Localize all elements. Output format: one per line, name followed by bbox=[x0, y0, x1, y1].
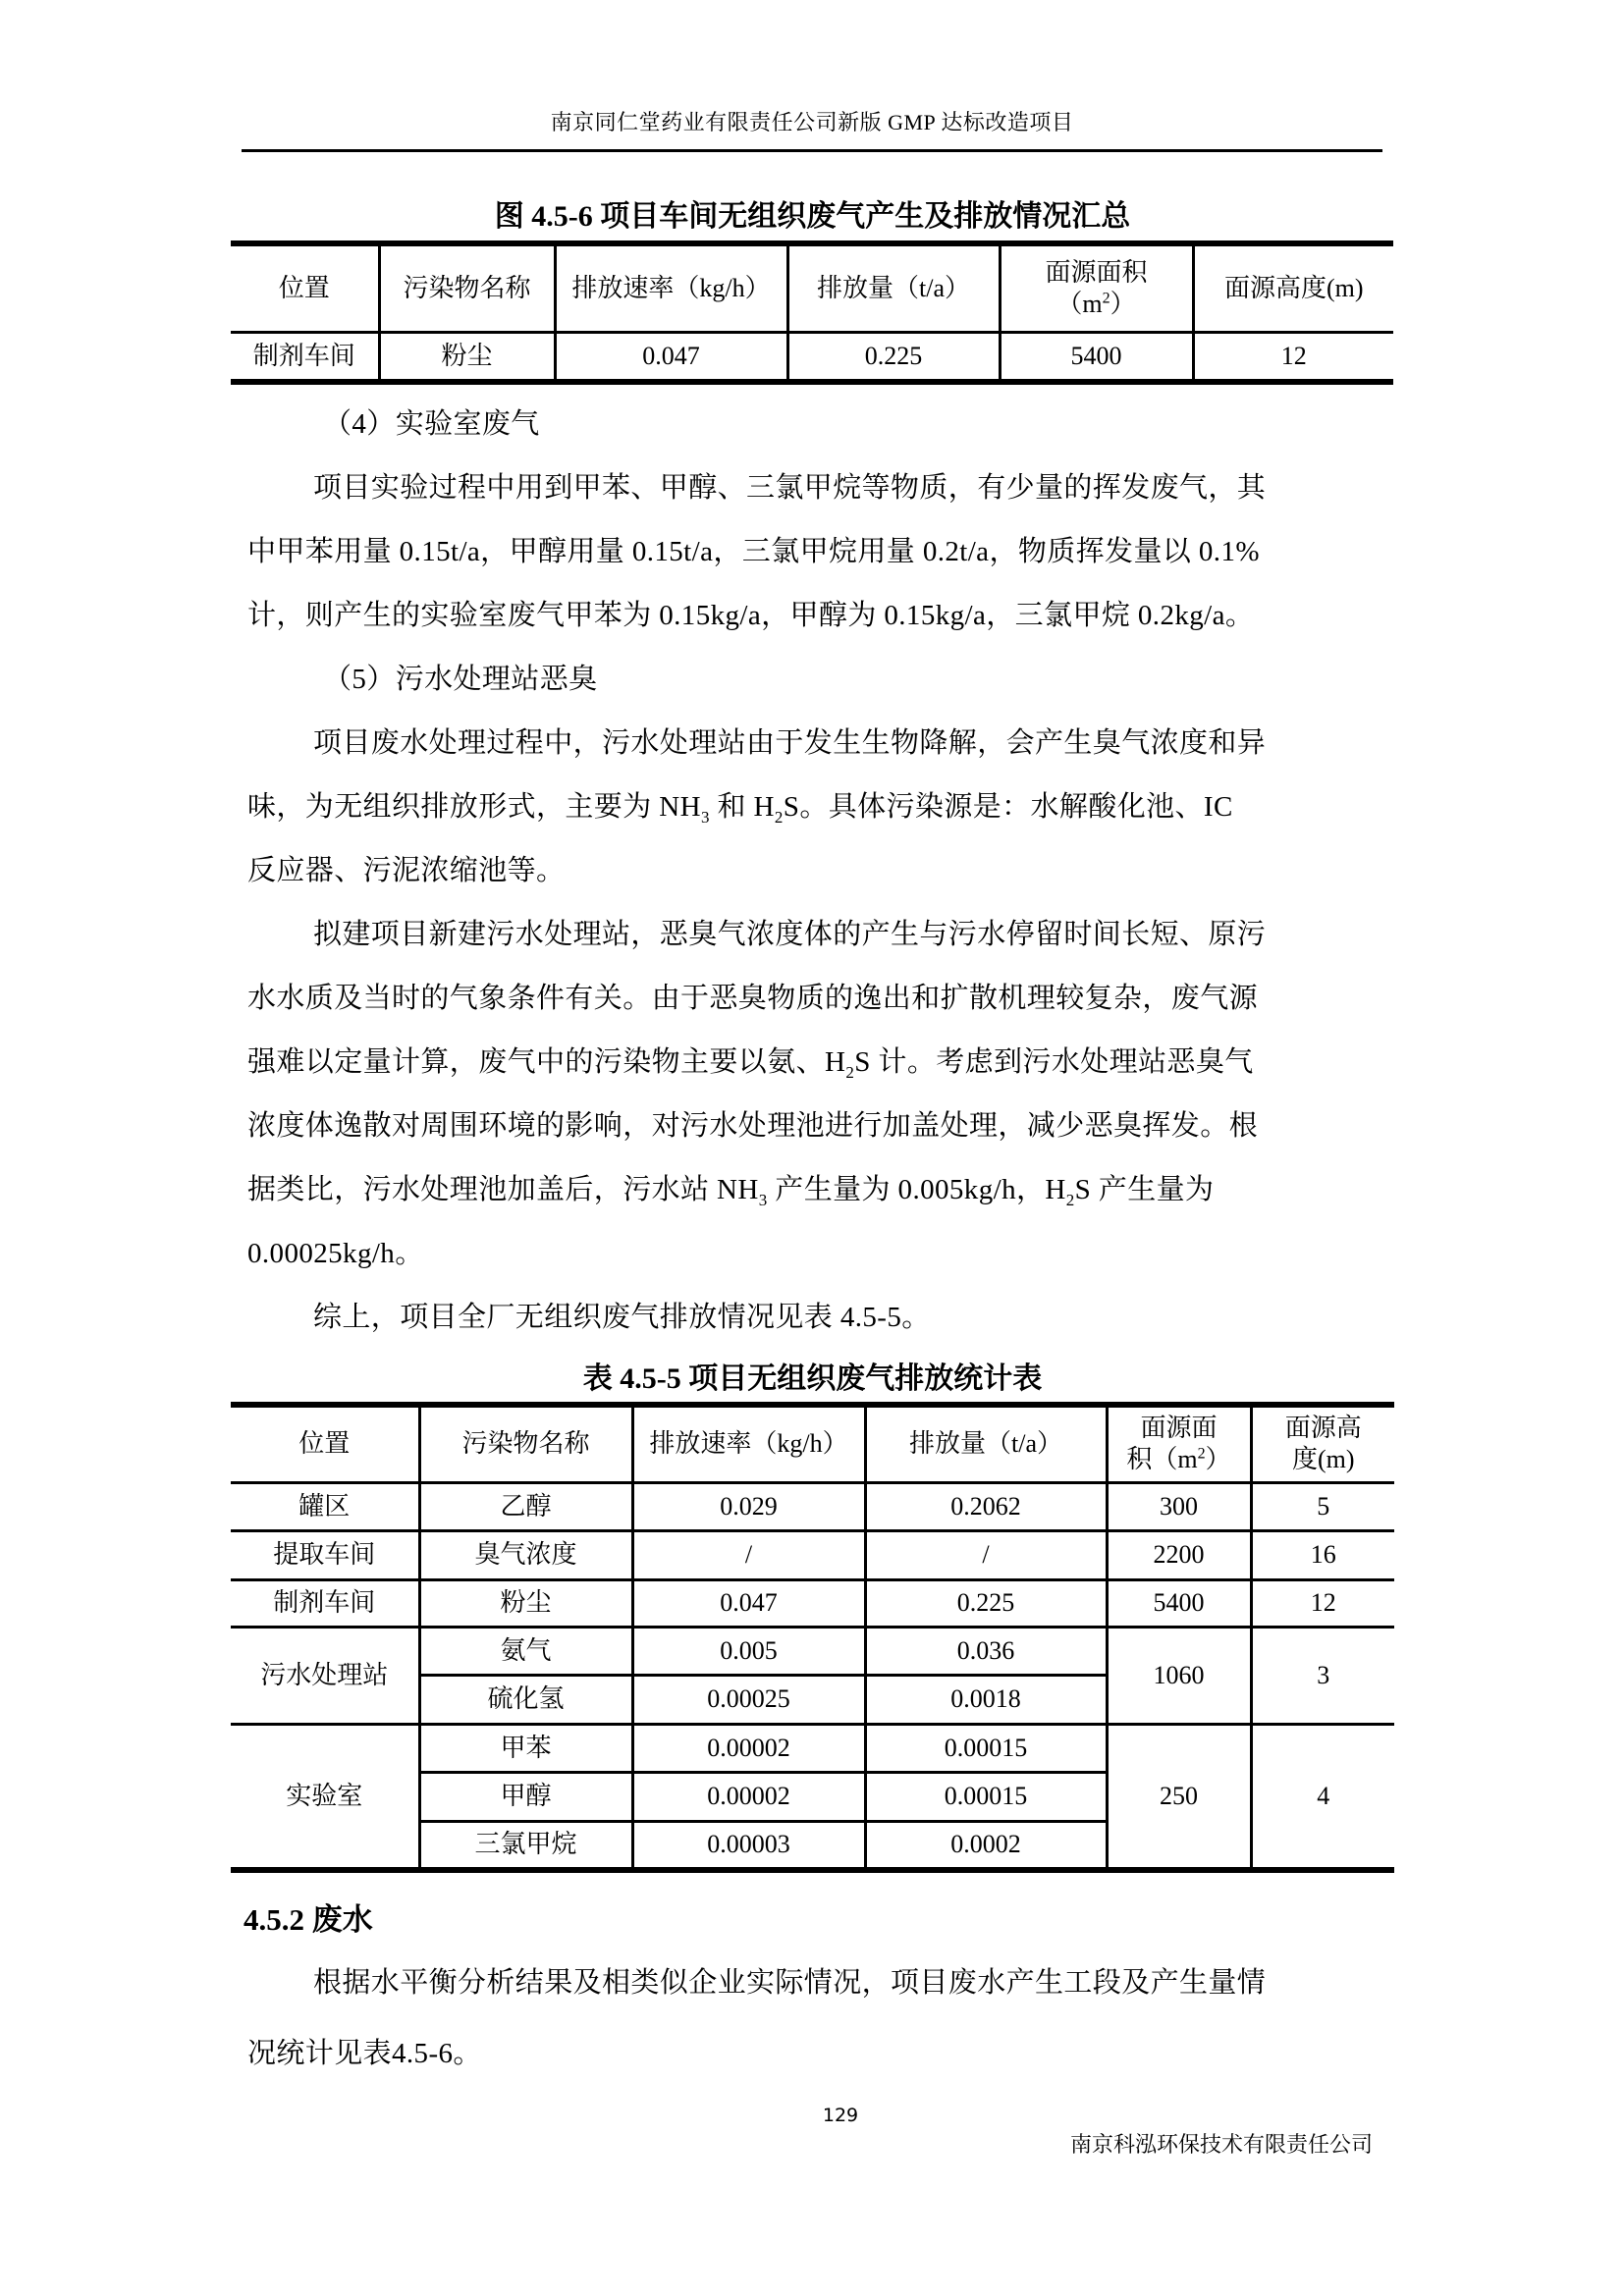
cell-location: 制剂车间 bbox=[231, 1579, 419, 1627]
table1-header-area-line2 bbox=[1001, 289, 1192, 320]
paragraph-line: 况统计见表4.5-6。 bbox=[247, 2038, 482, 2069]
cell-area: 300 bbox=[1107, 1482, 1251, 1530]
cell-pollutant: 三氯甲烷 bbox=[419, 1821, 632, 1870]
cell-height: 12 bbox=[1251, 1579, 1394, 1627]
unit-close: ） bbox=[1110, 289, 1136, 318]
cell-rate: 0.047 bbox=[632, 1579, 865, 1627]
cell-amount: 0.0018 bbox=[865, 1675, 1107, 1724]
cell-height: 12 bbox=[1193, 332, 1393, 382]
table2-header-height-line1: 面源高 bbox=[1284, 1414, 1362, 1443]
table-row bbox=[231, 1530, 1394, 1579]
cell-area: 5400 bbox=[1107, 1579, 1251, 1627]
cell-area: 2200 bbox=[1107, 1530, 1251, 1579]
unit-close: ） bbox=[1205, 1445, 1231, 1474]
paragraph-line: 根据水平衡分析结果及相类似企业实际情况，项目废水产生工段及产生量情 bbox=[313, 1967, 1267, 1999]
table1-header-row bbox=[231, 243, 1393, 332]
table2-header-rate: 排放速率（kg/h） bbox=[632, 1405, 865, 1482]
cell-rate: 0.047 bbox=[555, 332, 787, 382]
paragraph-line: 水水质及当时的气象条件有关。由于恶臭物质的逸出和扩散机理较复杂，废气源 bbox=[247, 983, 1259, 1014]
subscript: 2 bbox=[774, 807, 784, 827]
table1 bbox=[231, 240, 1393, 385]
unit-open: （m bbox=[1056, 289, 1103, 318]
cell-pollutant: 粉尘 bbox=[379, 332, 555, 382]
table2-header-area bbox=[1107, 1405, 1251, 1482]
cell-pollutant: 甲醇 bbox=[419, 1772, 632, 1821]
page-header-title: 南京同仁堂药业有限责任公司新版 GMP 达标改造项目 bbox=[550, 110, 1074, 134]
table1-header-rate: 排放速率（kg/h） bbox=[555, 243, 787, 332]
unit-open: 积（m bbox=[1126, 1445, 1198, 1474]
subscript: 3 bbox=[700, 807, 710, 827]
cell-pollutant: 臭气浓度 bbox=[419, 1530, 632, 1579]
paragraph-line bbox=[247, 1031, 1386, 1095]
cell-amount: 0.00015 bbox=[865, 1724, 1107, 1772]
table2-header-height bbox=[1251, 1405, 1394, 1482]
cell-location: 污水处理站 bbox=[231, 1627, 419, 1724]
paragraph-line: 项目废水处理过程中，污水处理站由于发生生物降解，会产生臭气浓度和异 bbox=[313, 727, 1267, 759]
cell-pollutant: 粉尘 bbox=[419, 1579, 632, 1627]
header-rule bbox=[242, 149, 1382, 152]
subsection-5-title: （5）污水处理站恶臭 bbox=[323, 664, 598, 695]
cell-area: 250 bbox=[1107, 1724, 1251, 1870]
table2-header-row bbox=[231, 1405, 1394, 1482]
text-run: 味，为无组织排放形式，主要为 NH bbox=[247, 791, 701, 823]
subsection-4-title: （4）实验室废气 bbox=[323, 408, 540, 440]
table2-header-area-line2 bbox=[1109, 1444, 1250, 1475]
table1-header-area-line1: 面源面积 bbox=[1045, 257, 1148, 287]
cell-rate: 0.00002 bbox=[632, 1772, 865, 1821]
cell-height: 4 bbox=[1251, 1724, 1394, 1870]
cell-rate: 0.00002 bbox=[632, 1724, 865, 1772]
cell-amount: 0.2062 bbox=[865, 1482, 1107, 1530]
paragraph-line: 计，则产生的实验室废气甲苯为 0.15kg/a，甲醇为 0.15kg/a，三氯甲烷 0.2kg/a。 bbox=[247, 600, 1255, 631]
cell-rate: 0.00025 bbox=[632, 1675, 865, 1724]
cell-height: 16 bbox=[1251, 1530, 1394, 1579]
cell-location: 罐区 bbox=[231, 1482, 419, 1530]
cell-area: 5400 bbox=[1000, 332, 1193, 382]
unit-superscript: 2 bbox=[1197, 1445, 1206, 1463]
table-row bbox=[231, 332, 1393, 382]
cell-rate: / bbox=[632, 1530, 865, 1579]
subscript: 2 bbox=[1065, 1190, 1075, 1209]
text-run: 和 H bbox=[709, 791, 775, 823]
section-heading: 4.5.2 废水 bbox=[244, 1902, 373, 1937]
cell-rate: 0.029 bbox=[632, 1482, 865, 1530]
table1-header-area bbox=[1000, 243, 1193, 332]
table1-header-height: 面源高度(m) bbox=[1193, 243, 1393, 332]
table-row bbox=[231, 1482, 1394, 1530]
summary-line: 综上，项目全厂无组织废气排放情况见表 4.5-5。 bbox=[313, 1302, 931, 1333]
table1-caption: 图 4.5-6 项目车间无组织废气产生及排放情况汇总 bbox=[494, 200, 1131, 233]
cell-rate: 0.005 bbox=[632, 1627, 865, 1675]
cell-pollutant: 乙醇 bbox=[419, 1482, 632, 1530]
body-text bbox=[247, 393, 1386, 1355]
cell-area: 1060 bbox=[1107, 1627, 1251, 1724]
cell-pollutant: 甲苯 bbox=[419, 1724, 632, 1772]
text-run: S 计。考虑到污水处理站恶臭气 bbox=[854, 1046, 1254, 1078]
cell-location: 实验室 bbox=[231, 1724, 419, 1870]
paragraph-line: 项目实验过程中用到甲苯、甲醇、三氯甲烷等物质，有少量的挥发废气，其 bbox=[313, 472, 1267, 504]
text-run: 产生量为 0.005kg/h，H bbox=[767, 1174, 1066, 1205]
table2-header-area-line1: 面源面 bbox=[1140, 1414, 1218, 1443]
table1-header-amount: 排放量（t/a） bbox=[787, 243, 1000, 332]
table1-header-location: 位置 bbox=[231, 243, 379, 332]
footer-company: 南京科泓环保技术有限责任公司 bbox=[1069, 2133, 1373, 2158]
table2-header-location: 位置 bbox=[231, 1405, 419, 1482]
text-run: 强难以定量计算，废气中的污染物主要以氨、H bbox=[247, 1046, 846, 1078]
text-run: 据类比，污水处理池加盖后，污水站 NH bbox=[247, 1174, 759, 1205]
text-run: S 产生量为 bbox=[1074, 1174, 1215, 1205]
cell-amount: 0.0002 bbox=[865, 1821, 1107, 1870]
table2-header-amount: 排放量（t/a） bbox=[865, 1405, 1107, 1482]
paragraph-line: 中甲苯用量 0.15t/a，甲醇用量 0.15t/a，三氯甲烷用量 0.2t/a，物质挥发量以 0.1% bbox=[247, 536, 1260, 567]
cell-amount: 0.225 bbox=[787, 332, 1000, 382]
table2-header-height-line2: 度(m) bbox=[1291, 1445, 1355, 1474]
section-body bbox=[247, 1951, 1386, 2089]
paragraph-line bbox=[247, 775, 1386, 839]
cell-location: 提取车间 bbox=[231, 1530, 419, 1579]
cell-rate: 0.00003 bbox=[632, 1821, 865, 1870]
paragraph-line: 浓度体逸散对周围环境的影响，对污水处理池进行加盖处理，减少恶臭挥发。根 bbox=[247, 1110, 1259, 1142]
table-row bbox=[231, 1627, 1394, 1675]
paragraph-line: 反应器、污泥浓缩池等。 bbox=[247, 855, 566, 886]
cell-pollutant: 氨气 bbox=[419, 1627, 632, 1675]
unit-superscript: 2 bbox=[1102, 290, 1110, 307]
table2-header-pollutant: 污染物名称 bbox=[419, 1405, 632, 1482]
cell-amount: 0.225 bbox=[865, 1579, 1107, 1627]
table-row bbox=[231, 1724, 1394, 1772]
paragraph-line: 拟建项目新建污水处理站，恶臭气浓度体的产生与污水停留时间长短、原污 bbox=[313, 919, 1267, 950]
cell-location: 制剂车间 bbox=[231, 332, 379, 382]
cell-height: 5 bbox=[1251, 1482, 1394, 1530]
cell-amount: 0.00015 bbox=[865, 1772, 1107, 1821]
subscript: 2 bbox=[845, 1062, 855, 1082]
cell-amount: / bbox=[865, 1530, 1107, 1579]
table2 bbox=[231, 1402, 1394, 1873]
cell-amount: 0.036 bbox=[865, 1627, 1107, 1675]
table-row bbox=[231, 1579, 1394, 1627]
page-number: 129 bbox=[822, 2105, 859, 2126]
subscript: 3 bbox=[758, 1190, 768, 1209]
paragraph-line: 0.00025kg/h。 bbox=[247, 1238, 424, 1269]
table1-header-pollutant: 污染物名称 bbox=[379, 243, 555, 332]
table2-caption: 表 4.5-5 项目无组织废气排放统计表 bbox=[582, 1362, 1043, 1395]
paragraph-line bbox=[247, 1158, 1386, 1222]
cell-pollutant: 硫化氢 bbox=[419, 1675, 632, 1724]
text-run: S。具体污染源是：水解酸化池、IC bbox=[783, 791, 1233, 823]
cell-height: 3 bbox=[1251, 1627, 1394, 1724]
